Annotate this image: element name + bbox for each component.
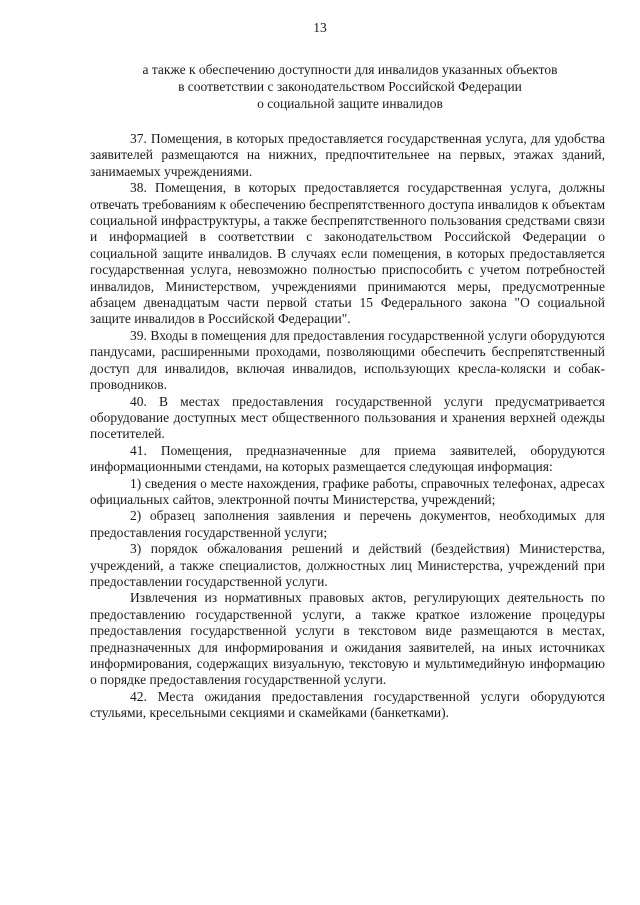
paragraph-41: 41. Помещения, предназначенные для приема заявителей, оборудуются информационными стендами, на которых размещается следующая информация:: [90, 442, 605, 475]
paragraph-38: 38. Помещения, в которых предоставляется государственная услуга, должны отвечать требованиям к обеспечению беспрепятственного доступа инвалидов к объектам социальной инфраструктуры, а также беспрепятственного пользования средствами связи и информацией в соответствии с законодательством Российской Федерации о социальной защите инвалидов. В случаях если помещения, в которых предоставляется государственная услуга, невозможно полностью приспособить с учетом потребностей инвалидов, Министерством, учреждениями принимаются меры, предусмотренные абзацем двенадцатым части первой статьи 15 Федерального закона "О социальной защите инвалидов в Российской Федерации".: [90, 180, 605, 327]
list-item-3: 3) порядок обжалования решений и действий (бездействия) Министерства, учреждений, а также специалистов, должностных лиц Министерства, учреждений при предоставлении государственной услуги.: [90, 541, 605, 589]
section-heading: [90, 61, 610, 112]
list-item-2: 2) образец заполнения заявления и перечень документов, необходимых для предоставления государственной услуги;: [90, 508, 605, 540]
paragraph-40: 40. В местах предоставления государственной услуги предусматривается оборудование доступных мест общественного пользования и хранения верхней одежды посетителей.: [90, 393, 605, 442]
section-heading-line-2: в соответствии с законодательством Российской Федерации: [178, 79, 522, 94]
paragraph-37: 37. Помещения, в которых предоставляется государственная услуга, для удобства заявителей размещаются на нижних, предпочтительнее на первых, этажах зданий, занимаемых учреждениями.: [90, 131, 605, 179]
page-number: 13: [313, 20, 327, 35]
paragraph-39: 39. Входы в помещения для предоставления государственной услуги оборудуются пандусами, расширенными проходами, позволяющими обеспечить беспрепятственный доступ для инвалидов, включая инвалидов, использующих кресла-коляски и собак-проводников.: [90, 327, 605, 393]
body-text: [90, 131, 605, 722]
paragraph-42: 42. Места ожидания предоставления государственной услуги оборудуются стульями, кресельными секциями и скамейками (банкетками).: [90, 688, 605, 721]
list-item-1: 1) сведения о месте нахождения, графике работы, справочных телефонах, адресах официальных сайтов, электронной почты Министерства, учреждений;: [90, 475, 605, 507]
section-heading-line-1: а также к обеспечению доступности для инвалидов указанных объектов: [142, 62, 558, 77]
paragraph-extracts: Извлечения из нормативных правовых актов, регулирующих деятельность по предоставлению государственной услуги, а также краткое изложение процедуры предоставления государственной услуги в текстовом виде размещаются в местах, предназначенных для информирования и ожидания заявителей, на иных источниках информирования, содержащих визуальную, текстовую и мультимедийную информацию о порядке предоставления государственной услуги.: [90, 590, 605, 688]
section-heading-line-3: о социальной защите инвалидов: [257, 96, 443, 111]
